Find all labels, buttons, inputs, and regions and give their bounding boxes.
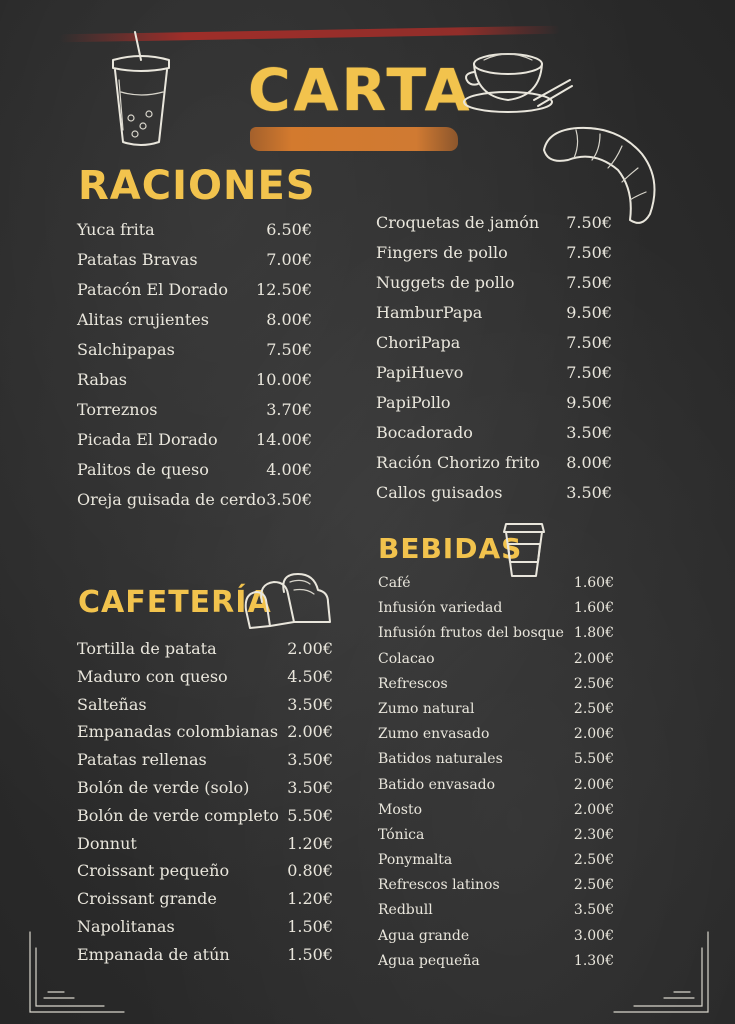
raciones-list-right [376,213,612,513]
raciones-item [376,453,612,483]
raciones-item [376,333,612,363]
item-price: 4.50€ [287,666,333,686]
raciones-item [376,213,612,243]
item-name: Agua grande [378,927,470,944]
item-name: Maduro con queso [77,666,228,686]
item-price: 3.50€ [566,483,612,502]
item-name: Redbull [378,902,433,919]
corner-flourish-icon [604,928,714,1018]
item-name: Ración Chorizo frito [376,453,540,472]
item-name: Picada El Dorado [77,430,218,449]
item-name: Patatas Bravas [77,250,198,269]
item-name: Zumo natural [378,700,475,717]
cafeteria-heading: CAFETERÍA [78,585,272,620]
bebidas-item [378,902,614,927]
cafeteria-item [77,695,333,723]
item-price: 1.50€ [287,944,333,964]
item-name: Palitos de queso [77,460,209,479]
item-price: 7.50€ [266,340,312,359]
raciones-item [376,483,612,513]
item-price: 2.50€ [573,700,614,717]
raciones-item [77,310,312,340]
item-price: 7.50€ [566,213,612,232]
raciones-item [376,303,612,333]
item-name: Empanadas colombianas [77,722,279,742]
bebidas-item [378,953,614,978]
item-price: 3.50€ [287,777,333,797]
item-price: 2.50€ [573,852,614,869]
item-price: 3.70€ [266,400,312,419]
item-name: Croissant grande [77,889,217,909]
item-price: 7.00€ [266,250,312,269]
cafeteria-item [77,806,333,834]
item-price: 2.50€ [573,675,614,692]
item-price: 2.00€ [573,726,614,743]
bebidas-item [378,777,614,802]
cafeteria-item [77,639,333,667]
item-price: 2.00€ [573,650,614,667]
coffee-cup-icon [462,44,574,120]
orange-brush-stroke [250,127,458,151]
raciones-item [376,423,612,453]
item-price: 2.00€ [287,639,333,658]
page-title: CARTA [248,56,473,124]
item-name: Napolitanas [77,916,175,936]
item-name: Croquetas de jamón [376,213,540,232]
cafeteria-item [77,861,333,889]
item-price: 10.00€ [256,370,312,389]
item-name: Fingers de pollo [376,243,508,262]
corner-flourish-icon [24,928,134,1018]
bebidas-item [378,751,614,776]
bebidas-list [378,575,614,978]
raciones-item [77,430,312,460]
item-price: 2.00€ [573,776,614,793]
item-name: Salchipapas [77,340,175,359]
item-name: Infusión variedad [378,600,503,617]
item-name: Refrescos latinos [378,877,500,894]
bebidas-item [378,575,614,600]
cafeteria-item [77,778,333,806]
item-name: Patatas rellenas [77,750,207,770]
item-price: 2.50€ [573,877,614,894]
item-name: Refrescos [378,675,448,692]
item-name: HamburPapa [376,303,483,322]
item-name: Tónica [378,826,425,843]
bebidas-item [378,651,614,676]
item-name: Patacón El Dorado [77,280,228,299]
item-price: 1.20€ [287,889,333,909]
item-name: Batido envasado [378,776,496,793]
item-name: Agua pequeña [378,952,480,969]
bebidas-item [378,701,614,726]
bebidas-item [378,852,614,877]
item-name: Colacao [378,650,435,667]
cafeteria-item [77,667,333,695]
bebidas-item [378,726,614,751]
item-name: Torreznos [77,400,158,419]
item-price: 8.00€ [566,453,612,472]
item-price: 8.00€ [266,310,312,329]
raciones-item [376,363,612,393]
item-name: Empanada de atún [77,944,230,964]
item-name: Bolón de verde completo [77,805,279,825]
item-price: 14.00€ [256,430,312,449]
item-name: Alitas crujientes [77,310,209,329]
item-price: 9.50€ [566,393,612,412]
item-name: Yuca frita [77,220,155,239]
item-name: Nuggets de pollo [376,273,515,292]
item-price: 1.80€ [573,625,614,642]
item-price: 9.50€ [566,303,612,322]
raciones-item [77,250,312,280]
item-price: 5.50€ [573,751,614,768]
item-name: Rabas [77,370,127,389]
iced-drink-icon [105,30,177,152]
item-name: Donnut [77,833,137,853]
raciones-item [77,400,312,430]
cafeteria-list [77,639,333,973]
item-name: Salteñas [77,694,147,714]
item-name: Callos guisados [376,483,503,502]
croissant-icon [538,120,664,228]
item-price: 3.50€ [573,902,614,919]
item-price: 3.50€ [266,490,312,509]
raciones-item [376,273,612,303]
item-name: Infusión frutos del bosque [378,625,564,642]
item-price: 1.60€ [573,600,614,617]
raciones-item [77,460,312,490]
item-name: Croissant pequeño [77,861,230,881]
item-name: Mosto [378,801,423,818]
item-price: 1.20€ [287,833,333,853]
item-name: ChoriPapa [376,333,461,352]
bebidas-heading: BEBIDAS [378,532,523,565]
item-price: 1.60€ [573,575,614,591]
item-price: 1.30€ [573,952,614,969]
cafeteria-item [77,834,333,862]
item-name: PapiHuevo [376,363,464,382]
raciones-heading: RACIONES [78,163,316,209]
item-price: 7.50€ [566,243,612,262]
item-price: 2.00€ [287,722,333,742]
item-price: 3.50€ [566,423,612,442]
bebidas-item [378,827,614,852]
item-name: Tortilla de patata [77,639,217,658]
item-name: Ponymalta [378,852,453,869]
item-name: Café [378,575,411,591]
raciones-list-left [77,220,312,520]
takeaway-cup-icon [498,518,550,580]
item-name: PapiPollo [376,393,451,412]
item-price: 7.50€ [566,333,612,352]
raciones-item [376,243,612,273]
bebidas-item [378,625,614,650]
item-name: Bocadorado [376,423,473,442]
item-price: 2.30€ [573,826,614,843]
raciones-item [77,220,312,250]
item-name: Zumo envasado [378,726,490,743]
item-name: Batidos naturales [378,751,503,768]
item-price: 2.00€ [573,801,614,818]
item-price: 3.50€ [287,694,333,714]
raciones-item [77,370,312,400]
bebidas-item [378,802,614,827]
item-price: 5.50€ [287,805,333,825]
item-price: 3.50€ [287,750,333,770]
item-price: 4.00€ [266,460,312,479]
bebidas-item [378,600,614,625]
bebidas-item [378,676,614,701]
item-price: 6.50€ [266,220,312,239]
cafeteria-item [77,750,333,778]
cafeteria-item [77,722,333,750]
item-price: 0.80€ [287,861,333,881]
cafeteria-item [77,889,333,917]
item-price: 3.00€ [573,927,614,944]
bebidas-item [378,928,614,953]
raciones-item [77,490,312,520]
item-price: 1.50€ [287,916,333,936]
item-name: Bolón de verde (solo) [77,777,250,797]
item-price: 7.50€ [566,273,612,292]
raciones-item [376,393,612,423]
item-price: 12.50€ [256,280,312,299]
raciones-item [77,280,312,310]
item-price: 7.50€ [566,363,612,382]
item-name: Oreja guisada de cerdo [77,490,266,509]
toast-bread-icon [240,570,334,632]
raciones-item [77,340,312,370]
bebidas-item [378,877,614,902]
